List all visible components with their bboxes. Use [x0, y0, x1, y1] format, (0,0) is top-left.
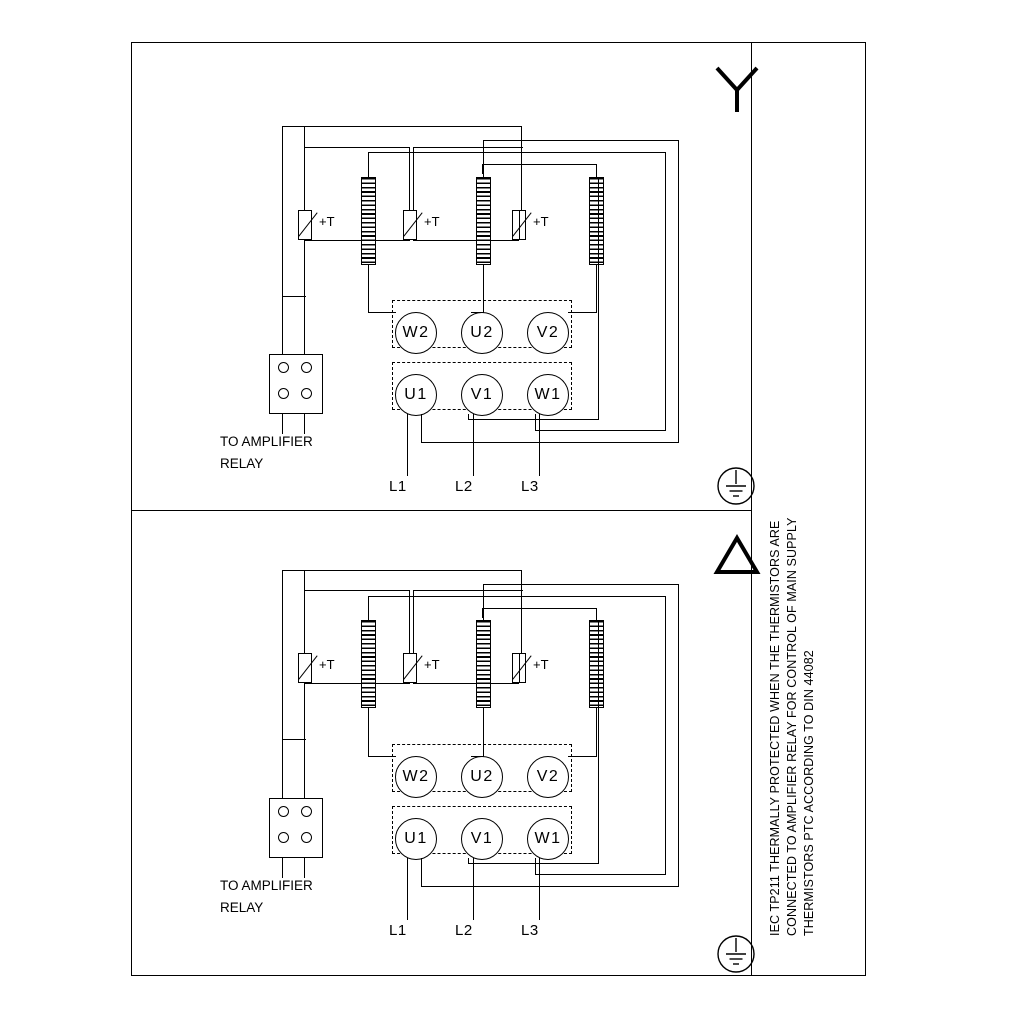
phase-lead-l1: [407, 414, 408, 476]
coil2-to-u1: [421, 886, 679, 887]
winding-coil-2: [476, 177, 491, 265]
connector-terminal-2: [301, 362, 312, 373]
thermistor-wire-left: [282, 570, 283, 739]
terminal-w1[interactable]: W1: [527, 374, 569, 416]
phase-label-l3: L3: [521, 922, 539, 939]
amplifier-lead-2: [304, 414, 305, 434]
phase-lead-l3: [539, 858, 540, 920]
terminal-v2[interactable]: V2: [527, 756, 569, 798]
amplifier-lead-1: [282, 858, 283, 878]
coil3-right-drop: [598, 620, 599, 864]
thermistor-wire-v2: [521, 570, 522, 653]
note-line-2: CONNECTED TO AMPLIFIER RELAY FOR CONTROL OF MAIN SUPPLY: [785, 517, 799, 936]
coil3-top-run: [482, 608, 597, 609]
coil1-lead-down: [368, 708, 369, 756]
coil1-right-run: [665, 152, 666, 430]
u1-lead-up: [421, 414, 422, 443]
amplifier-lead-2: [304, 858, 305, 878]
earth-ground-icon: [706, 928, 766, 980]
coil1-lead-join: [368, 756, 396, 757]
thermistor-wire-to-block-b: [304, 296, 305, 356]
thermistor-label-3: +T: [533, 657, 549, 672]
thermistor-label-1: +T: [319, 657, 335, 672]
terminal-v2[interactable]: V2: [527, 312, 569, 354]
u1-lead-up: [421, 858, 422, 887]
phase-lead-l2: [473, 414, 474, 476]
thermistor-wire-down: [304, 683, 305, 739]
terminal-u2[interactable]: U2: [461, 312, 503, 354]
coil2-right-run: [678, 140, 679, 443]
thermistor-wire-v5: [519, 210, 520, 240]
coil3-lead-join: [568, 756, 597, 757]
thermistor-wire-top-3: [413, 147, 523, 148]
terminal-v1[interactable]: V1: [461, 374, 503, 416]
coil2-right-run: [678, 584, 679, 887]
connector-terminal-4: [301, 832, 312, 843]
coil1-to-w1: [535, 874, 666, 875]
connector-terminal-1: [278, 362, 289, 373]
coil2-top-run: [483, 584, 679, 585]
coil3-to-v1: [468, 863, 598, 864]
phase-label-l1: L1: [389, 478, 407, 495]
panel-star-connection: [131, 42, 751, 510]
thermistor-wire-v1: [304, 570, 305, 653]
amplifier-label-line1: TO AMPLIFIER: [220, 878, 313, 893]
coil3-lead-join: [568, 312, 597, 313]
phase-label-l2: L2: [455, 478, 473, 495]
thermistor-wire-top-1: [282, 126, 522, 127]
star-wye-icon: [709, 60, 765, 116]
coil1-lead-down: [368, 265, 369, 312]
thermistor-wire-mid-1: [304, 240, 410, 241]
thermistor-wire-v4: [413, 590, 414, 653]
thermistor-1: [298, 653, 312, 683]
terminal-u1[interactable]: U1: [395, 818, 437, 860]
winding-coil-3: [589, 620, 604, 708]
coil3-top-lead: [596, 164, 597, 177]
phase-lead-l1: [407, 858, 408, 920]
coil3-top-drop: [482, 608, 483, 618]
thermistor-wire-mid-1: [304, 683, 410, 684]
coil2-top-run: [483, 140, 679, 141]
coil1-top-lead: [368, 596, 369, 621]
phase-label-l3: L3: [521, 478, 539, 495]
phase-lead-l3: [539, 414, 540, 476]
thermistor-wire-to-block-a: [282, 739, 283, 799]
thermistor-wire-v2: [521, 126, 522, 210]
amplifier-label-line2: RELAY: [220, 456, 264, 471]
thermistor-wire-mid-2: [413, 240, 519, 241]
notes-column: [760, 42, 860, 976]
thermistor-2: [403, 653, 417, 683]
phase-label-l2: L2: [455, 922, 473, 939]
amplifier-connector-block: [269, 798, 323, 858]
coil2-lead-join: [471, 312, 484, 313]
connector-terminal-3: [278, 832, 289, 843]
coil3-right-drop: [598, 177, 599, 420]
coil2-to-u1: [421, 442, 679, 443]
amplifier-connector-block: [269, 354, 323, 414]
coil1-to-w1: [535, 430, 666, 431]
v1-lead-up: [468, 858, 469, 864]
connector-terminal-4: [301, 388, 312, 399]
coil1-top-run: [368, 152, 666, 153]
coil3-to-v1: [468, 419, 598, 420]
coil3-top-drop: [482, 164, 483, 174]
connector-terminal-1: [278, 806, 289, 817]
winding-coil-1: [361, 620, 376, 708]
thermistor-wire-to-block-a: [282, 296, 283, 356]
thermistor-wire-top-2: [304, 147, 409, 148]
amplifier-label-line1: TO AMPLIFIER: [220, 434, 313, 449]
thermistor-wire-v4: [413, 147, 414, 210]
phase-lead-l2: [473, 858, 474, 920]
connector-terminal-3: [278, 388, 289, 399]
coil1-right-run: [665, 596, 666, 874]
amplifier-lead-1: [282, 414, 283, 434]
thermistor-2: [403, 210, 417, 240]
phase-label-l1: L1: [389, 922, 407, 939]
w1-lead-up: [535, 858, 536, 875]
thermistor-wire-top-1: [282, 570, 522, 571]
coil3-top-run: [482, 164, 597, 165]
coil2-lead-join: [471, 756, 484, 757]
coil1-top-lead: [368, 152, 369, 177]
v1-lead-up: [468, 414, 469, 420]
terminal-w1[interactable]: W1: [527, 818, 569, 860]
thermistor-wire-top-2: [304, 590, 409, 591]
delta-triangle-icon: [709, 528, 765, 584]
terminal-w2[interactable]: W2: [395, 312, 437, 354]
winding-coil-3: [589, 177, 604, 265]
earth-ground-icon: [706, 460, 766, 512]
connector-terminal-2: [301, 806, 312, 817]
terminal-u1[interactable]: U1: [395, 374, 437, 416]
winding-coil-2: [476, 620, 491, 708]
coil2-lead-down: [483, 708, 484, 756]
thermistor-wire-bottom: [282, 739, 306, 740]
coil1-lead-join: [368, 312, 396, 313]
thermistor-wire-v3: [409, 147, 410, 210]
winding-coil-1: [361, 177, 376, 265]
note-line-3: THERMISTORS PTC ACCORDING TO DIN 44082: [802, 650, 816, 936]
note-line-1: IEC TP211 THERMALLY PROTECTED WHEN THE THERMISTORS ARE: [768, 520, 782, 936]
thermistor-wire-down: [304, 240, 305, 296]
terminal-w2[interactable]: W2: [395, 756, 437, 798]
w1-lead-up: [535, 414, 536, 431]
thermistor-wire-mid-2: [413, 683, 519, 684]
panel-delta-connection: [131, 510, 751, 978]
coil1-top-run: [368, 596, 666, 597]
thermistor-label-3: +T: [533, 214, 549, 229]
thermistor-label-2: +T: [424, 657, 440, 672]
thermistor-wire-v5: [519, 653, 520, 683]
thermistor-label-1: +T: [319, 214, 335, 229]
amplifier-label-line2: RELAY: [220, 900, 264, 915]
terminal-v1[interactable]: V1: [461, 818, 503, 860]
thermistor-wire-bottom: [282, 296, 306, 297]
thermistor-wire-v3: [409, 590, 410, 653]
thermistor-wire-to-block-b: [304, 739, 305, 799]
thermistor-wire-v1: [304, 126, 305, 210]
thermistor-wire-top-3: [413, 590, 523, 591]
coil2-lead-down: [483, 265, 484, 312]
thermistor-1: [298, 210, 312, 240]
terminal-u2[interactable]: U2: [461, 756, 503, 798]
thermistor-wire-left: [282, 126, 283, 296]
thermistor-label-2: +T: [424, 214, 440, 229]
